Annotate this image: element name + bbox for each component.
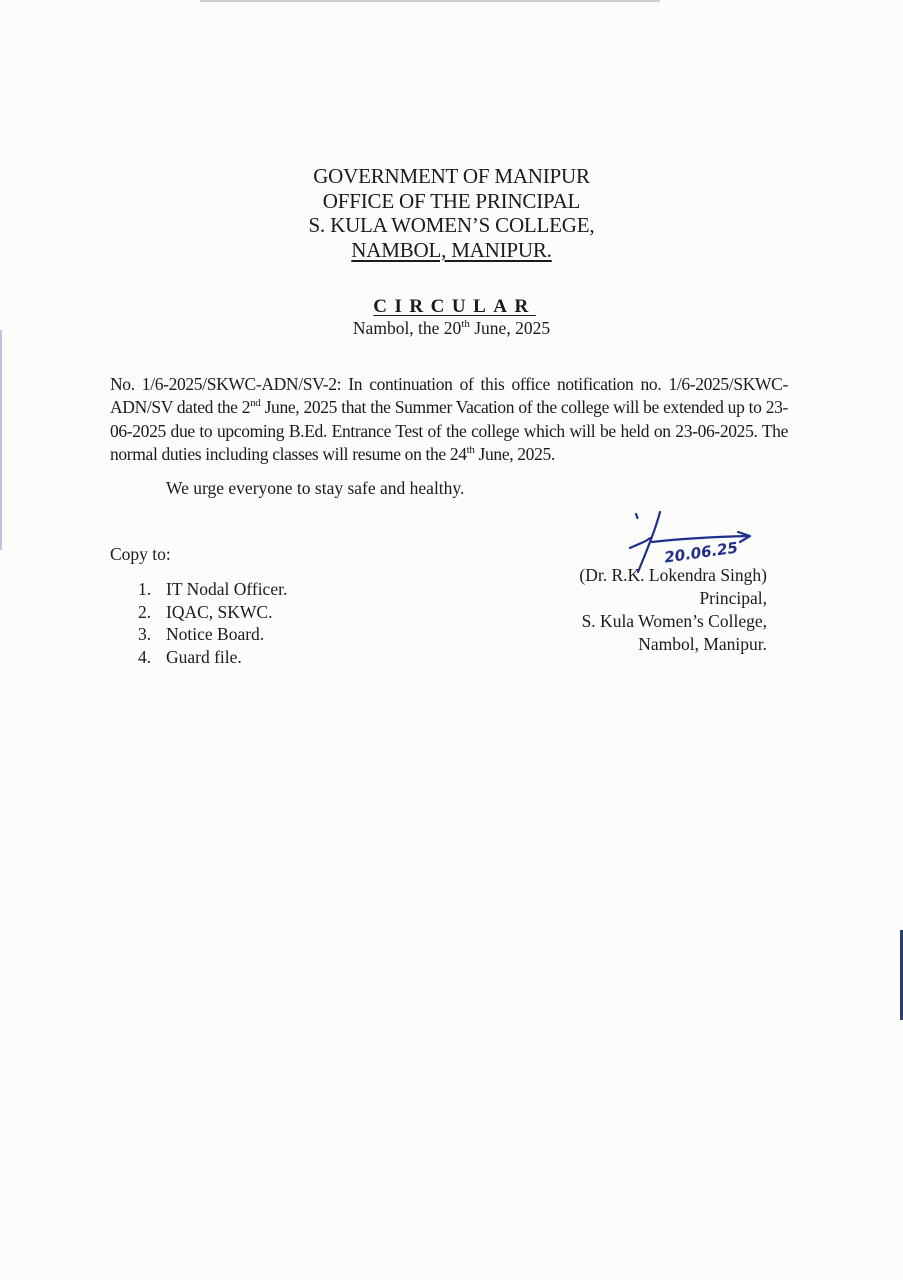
- signatory-designation: Principal,: [699, 588, 767, 608]
- signatory-place: Nambol, Manipur.: [638, 634, 767, 654]
- scan-edge-top: [200, 0, 660, 2]
- copy-item: [138, 578, 287, 601]
- body-part-3: June, 2025.: [474, 443, 555, 464]
- circular-title: CIRCULAR: [373, 296, 536, 317]
- closing-remark: We urge everyone to stay safe and healthy.: [166, 478, 465, 498]
- date-ordinal: th: [461, 318, 470, 331]
- copy-item: [138, 601, 287, 624]
- letterhead-place: NAMBOL, MANIPUR.: [351, 237, 552, 262]
- scan-edge-left: [0, 330, 2, 550]
- letterhead-office: OFFICE OF THE PRINCIPAL: [322, 188, 581, 213]
- signature-date: 20.06.25: [663, 538, 740, 567]
- body-part-2: June, 2025 that the Summer Vacation of the college will be extended up to 23-06-2025 due to upcoming B.Ed. Entrance Test of the college which will be held on 23-06-2025. The normal duties including classes will resume on the 24: [110, 397, 788, 464]
- copy-item-number: 3.: [138, 624, 152, 645]
- copy-to-list: [138, 578, 287, 669]
- body-ordinal-1: nd: [250, 397, 261, 410]
- letterhead: [0, 164, 903, 262]
- circular-body: [110, 373, 788, 466]
- copy-item-text: IT Nodal Officer.: [166, 579, 288, 599]
- body-part-1: No. 1/6-2025/SKWC-ADN/SV-2: In continuation of this office notification no. 1/6-2025/SKWC-ADN/SV dated the 2: [110, 374, 788, 418]
- copy-item-number: 2.: [138, 601, 152, 622]
- circular-date: [0, 318, 903, 339]
- copy-item: [138, 646, 287, 669]
- copy-item-text: Notice Board.: [166, 624, 265, 645]
- copy-item-text: IQAC, SKWC.: [166, 601, 273, 622]
- signature-dot: [636, 514, 638, 518]
- copy-item: [138, 623, 287, 646]
- letterhead-college: S. KULA WOMEN’S COLLEGE,: [308, 213, 595, 237]
- date-suffix: June, 2025: [469, 318, 551, 338]
- signatory-block: [579, 564, 767, 656]
- copy-item-text: Guard file.: [166, 647, 242, 668]
- copy-item-number: 1.: [138, 579, 152, 599]
- signature-stroke-hook: [630, 538, 650, 548]
- date-prefix: Nambol, the 20: [352, 318, 462, 338]
- signatory-name: (Dr. R.K. Lokendra Singh): [579, 565, 767, 585]
- letterhead-government: GOVERNMENT OF MANIPUR: [313, 164, 590, 188]
- signatory-college: S. Kula Women’s College,: [581, 611, 767, 631]
- body-ordinal-2: th: [466, 444, 475, 457]
- copy-to-label: Copy to:: [110, 544, 171, 564]
- copy-item-number: 4.: [138, 647, 152, 668]
